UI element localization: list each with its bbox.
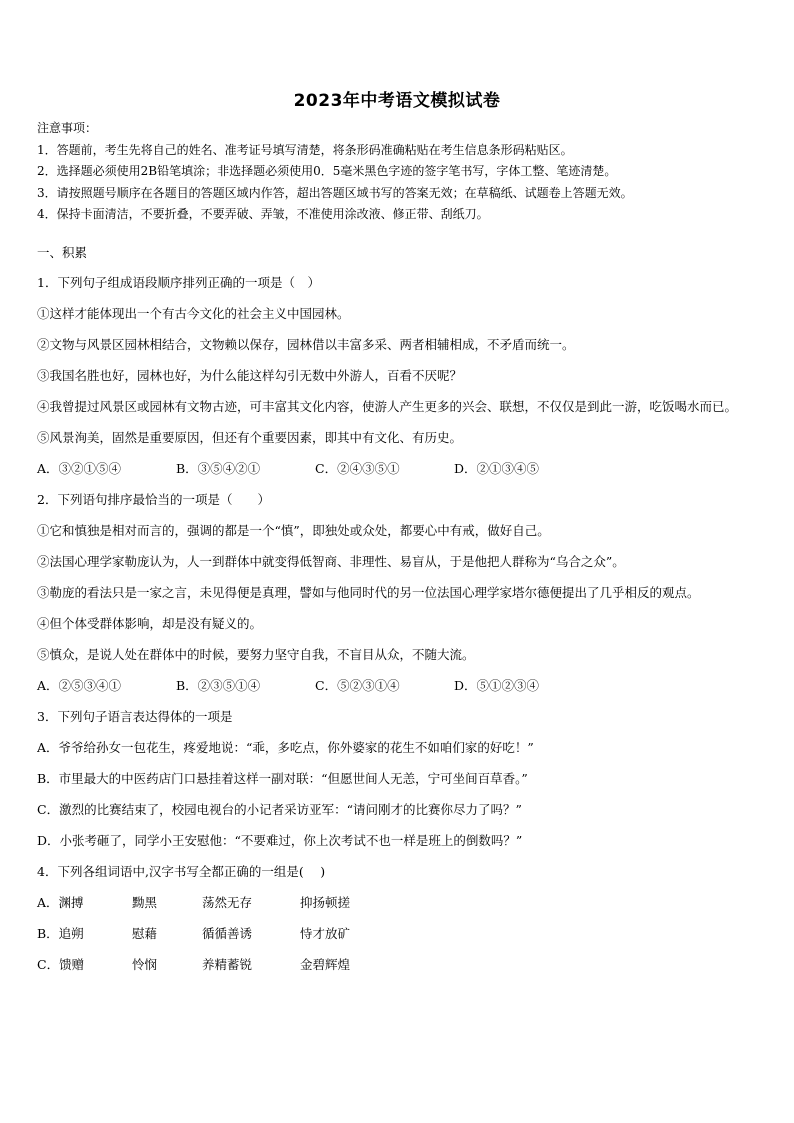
question-3-stem: 3．下列句子语言表达得体的一项是 bbox=[37, 709, 233, 724]
word-cell: 养精蓄锐 bbox=[202, 957, 253, 972]
word-cell: A．渊搏 bbox=[37, 895, 84, 910]
question-3-option-c[interactable]: C．激烈的比赛结束了，校园电视台的小记者采访亚军：“请问刚才的比赛你尽力了吗？” bbox=[37, 802, 522, 817]
page-title: 2023年中考语文模拟试卷 bbox=[293, 91, 501, 111]
question-1-sentence: ①这样才能体现出一个有古今文化的社会主义中国园林。 bbox=[37, 306, 350, 321]
option-d[interactable]: D．⑤①②③④ bbox=[454, 678, 540, 693]
question-4-option-row[interactable] bbox=[37, 887, 759, 918]
question-2-stem: 2．下列语句排序最恰当的一项是（ ） bbox=[37, 492, 270, 507]
question-4-stem: 4．下列各组词语中,汉字书写全都正确的一组是( ) bbox=[37, 864, 326, 879]
question-1-options bbox=[37, 453, 759, 484]
notice-item: 1．答题前，考生先将自己的姓名、准考证号填写清楚，将条形码准确粘贴在考生信息条形码粘贴区。 bbox=[37, 142, 573, 157]
word-cell: 黝黑 bbox=[132, 895, 158, 910]
question-3-option-d[interactable]: D．小张考砸了，同学小王安慰他：“不要难过，你上次考试不也一样是班上的倒数吗？” bbox=[37, 833, 523, 848]
notice-item: 3．请按照题号顺序在各题目的答题区域内作答，超出答题区域书写的答案无效；在草稿纸、试题卷上答题无效。 bbox=[37, 185, 633, 200]
word-cell: 循循善诱 bbox=[202, 926, 253, 941]
notice-block bbox=[37, 118, 767, 226]
question-2-sentence: ①它和慎独是相对而言的，强调的都是一个“慎”，即独处或众处，都要心中有戒，做好自己。 bbox=[37, 523, 550, 538]
question-2-sentence: ③勒庞的看法只是一家之言，未见得便是真理，譬如与他同时代的另一位法国心理学家塔尔德便提出了几乎相反的观点。 bbox=[37, 585, 700, 600]
question-3-option-b[interactable]: B．市里最大的中医药店门口悬挂着这样一副对联：“但愿世间人无恙，宁可坐间百草香。” bbox=[37, 771, 528, 786]
notice-item: 2．选择题必须使用2B铅笔填涂；非选择题必须使用0．5毫米黑色字迹的签字笔书写，字体工整、笔迹清楚。 bbox=[37, 164, 617, 178]
option-a[interactable]: A．③②①⑤④ bbox=[37, 461, 122, 476]
section-heading: 一、积累 bbox=[37, 245, 88, 260]
word-cell: 金碧辉煌 bbox=[300, 957, 351, 972]
question-1-sentence: ③我国名胜也好，园林也好，为什么能这样勾引无数中外游人，百看不厌呢？ bbox=[37, 368, 463, 383]
question-2-sentence: ⑤慎众，是说人处在群体中的时候，要努力坚守自我，不盲目从众，不随大流。 bbox=[37, 647, 475, 662]
question-2-options bbox=[37, 670, 759, 701]
option-d[interactable]: D．②①③④⑤ bbox=[454, 461, 540, 476]
word-cell: 怜悯 bbox=[132, 957, 158, 972]
word-cell: 慰藉 bbox=[132, 926, 158, 941]
question-1-sentence: ②文物与风景区园林相结合，文物赖以保存，园林借以丰富多采、两者相辅相成，不矛盾而统一。 bbox=[37, 337, 575, 352]
question-4-option-row[interactable] bbox=[37, 949, 759, 980]
option-b[interactable]: B．③⑤④②① bbox=[176, 461, 261, 476]
notice-heading: 注意事项： bbox=[37, 121, 98, 135]
question-3-option-a[interactable]: A．爷爷给孙女一包花生，疼爱地说：“乖，多吃点，你外婆家的花生不如咱们家的好吃！” bbox=[37, 740, 534, 755]
option-c[interactable]: C．②④③⑤① bbox=[315, 461, 400, 476]
option-b[interactable]: B．②③⑤①④ bbox=[176, 678, 261, 693]
question-1-sentence: ⑤风景洵美，固然是重要原因，但还有个重要因素，即其中有文化、有历史。 bbox=[37, 430, 463, 445]
word-cell: 荡然无存 bbox=[202, 895, 253, 910]
option-a[interactable]: A．②⑤③④① bbox=[37, 678, 122, 693]
question-2-sentence: ②法国心理学家勒庞认为，人一到群体中就变得低智商、非理性、易盲从，于是他把人群称为“乌合之众”。 bbox=[37, 554, 625, 569]
word-cell: C．馈赠 bbox=[37, 957, 85, 972]
word-cell: 抑扬顿搓 bbox=[300, 895, 351, 910]
question-4-option-row[interactable] bbox=[37, 918, 759, 949]
questions bbox=[37, 267, 759, 980]
option-c[interactable]: C．⑤②③①④ bbox=[315, 678, 400, 693]
word-cell: 恃才放矿 bbox=[300, 926, 351, 941]
word-cell: B．追朔 bbox=[37, 926, 84, 941]
question-1-sentence: ④我曾提过风景区或园林有文物古迹，可丰富其文化内容，使游人产生更多的兴会、联想，不仅仅是到此一游，吃饭喝水而已。 bbox=[37, 399, 738, 414]
notice-item: 4．保持卡面清洁，不要折叠，不要弄破、弄皱，不准使用涂改液、修正带、刮纸刀。 bbox=[37, 207, 489, 221]
question-1-stem: 1．下列句子组成语段顺序排列正确的一项是（ ） bbox=[37, 275, 320, 290]
question-2-sentence: ④但个体受群体影响，却是没有疑义的。 bbox=[37, 616, 263, 631]
